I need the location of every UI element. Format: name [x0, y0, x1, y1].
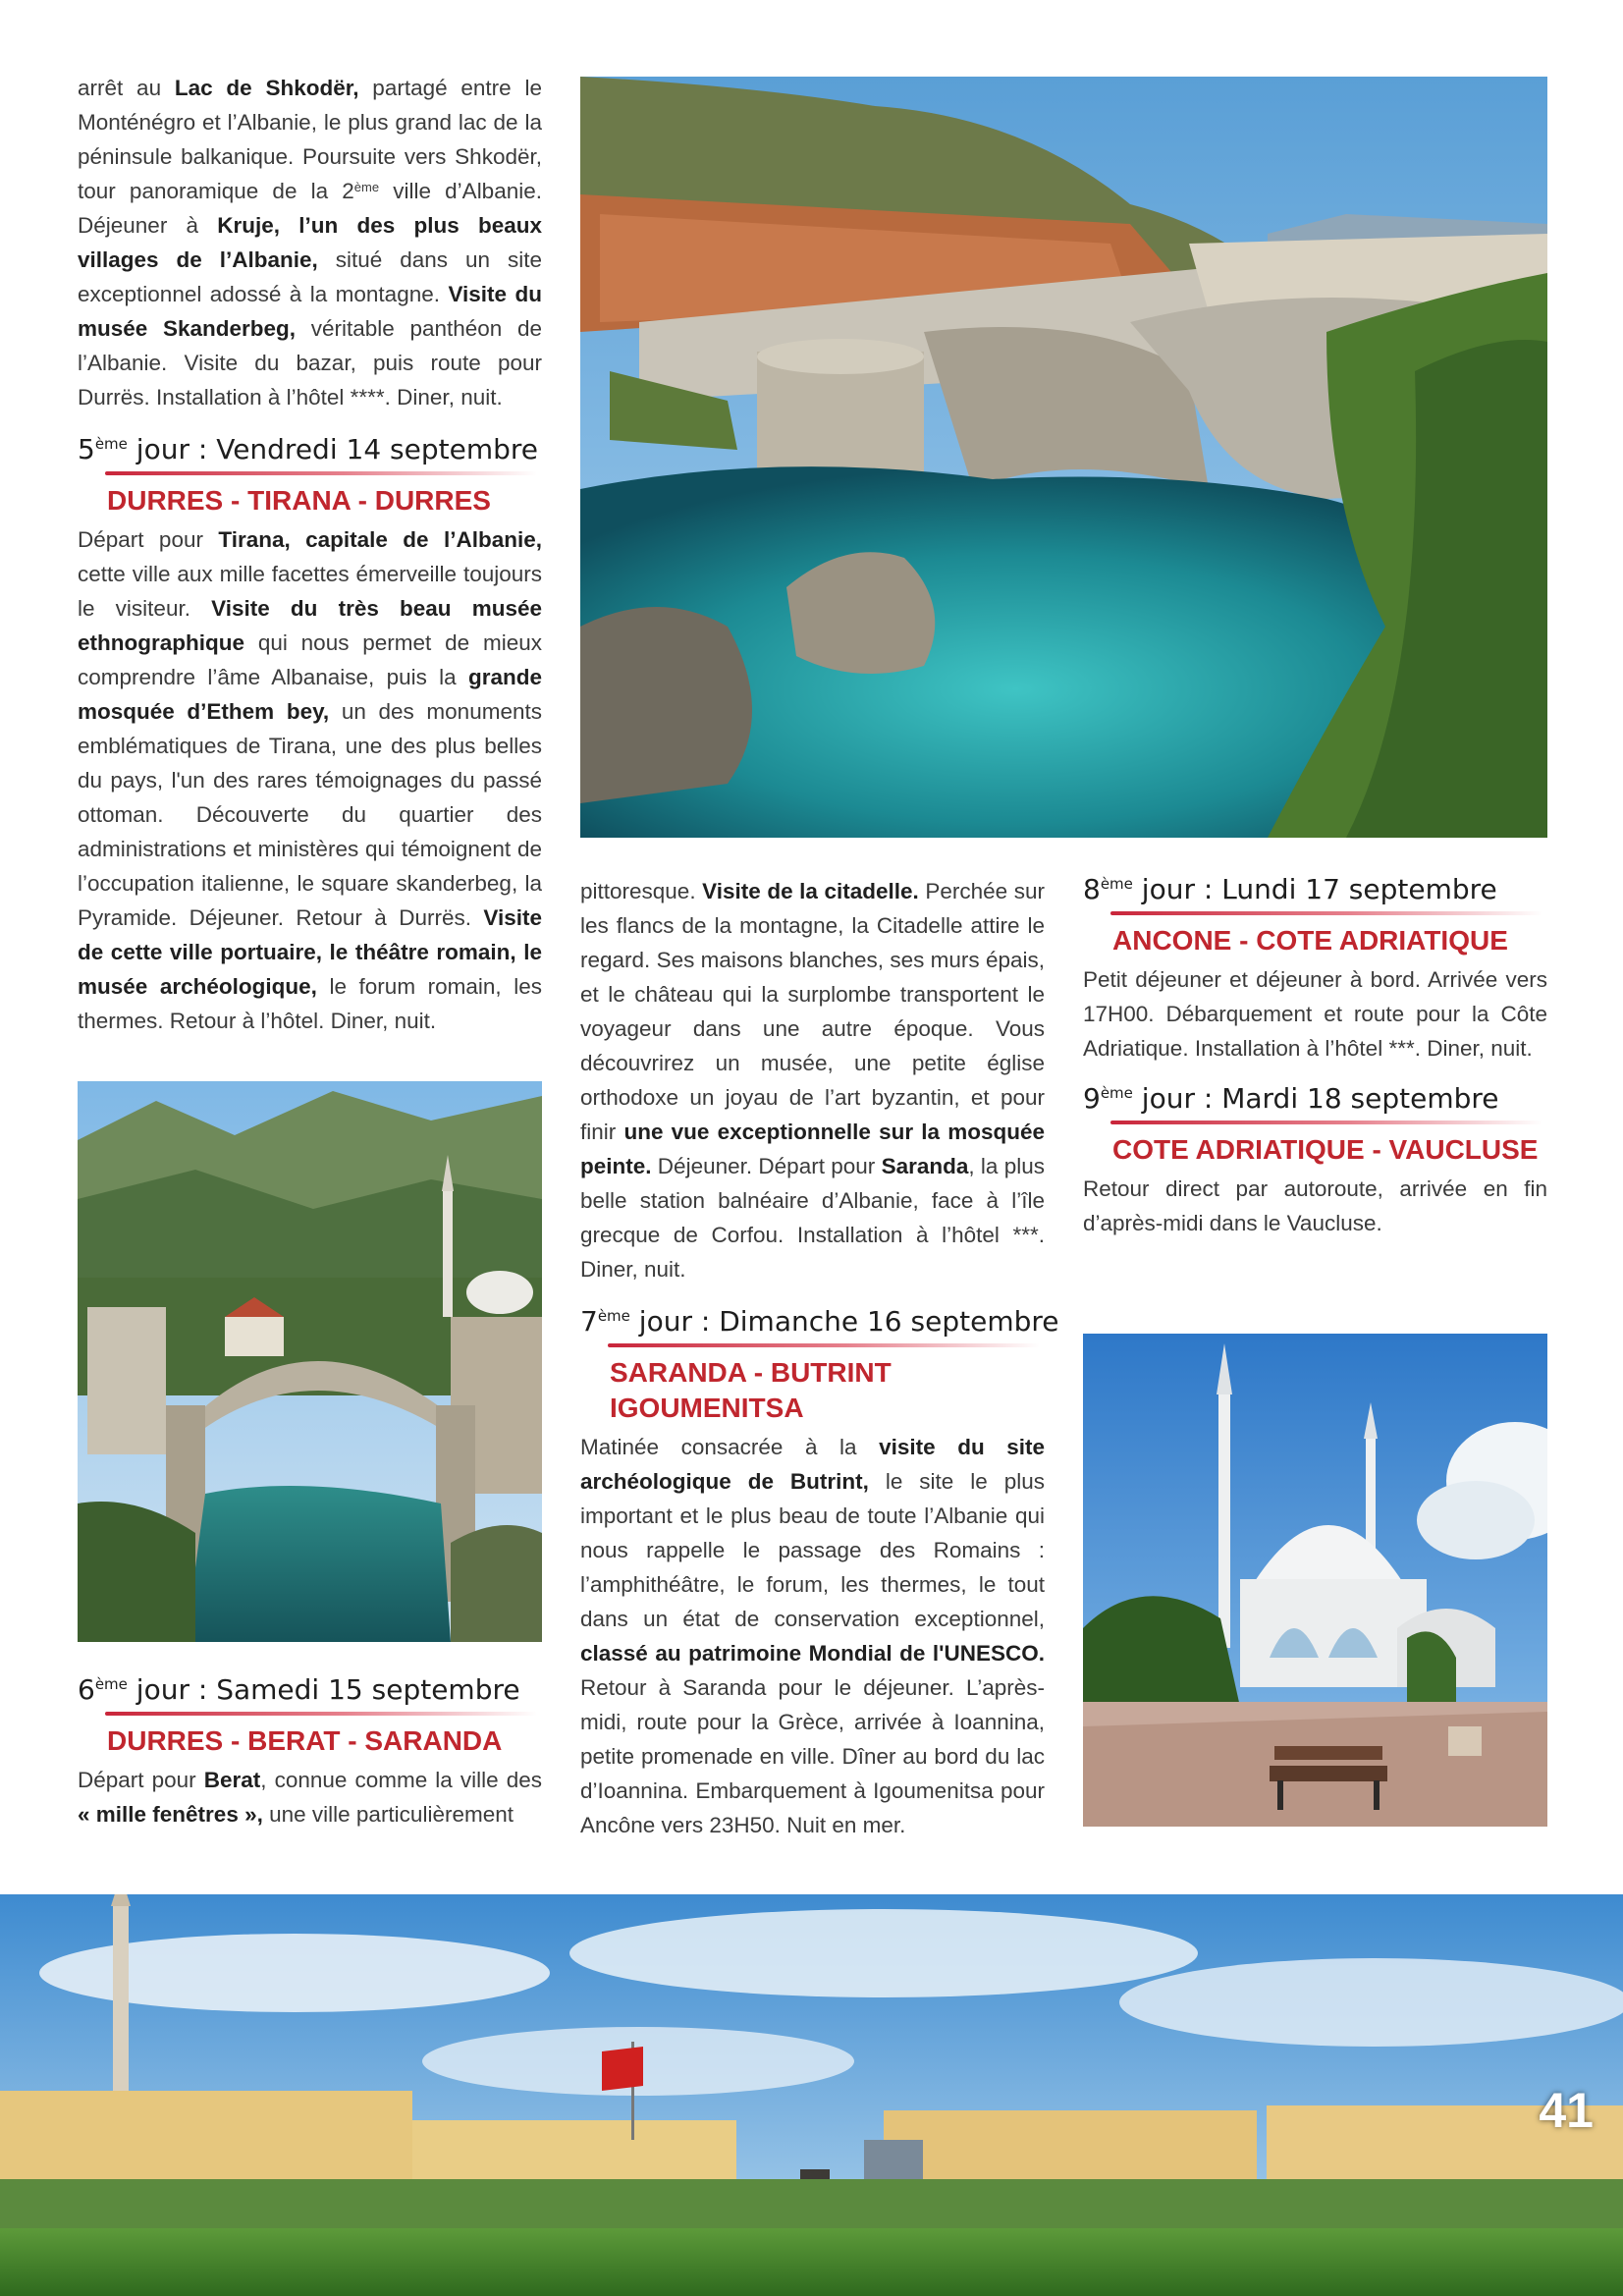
- text-bold-run: classé au patrimoine Mondial de l'UNESCO.: [580, 1641, 1045, 1666]
- column-left: [78, 71, 542, 1038]
- column-middle: [580, 874, 1059, 1842]
- day5-paragraph: [78, 522, 542, 1038]
- heading-underline: [105, 1712, 537, 1716]
- text-bold-run: Tirana, capitale de l’Albanie,: [218, 527, 542, 552]
- text-run: Départ pour: [78, 527, 219, 552]
- day5-route-title: DURRES - TIRANA - DURRES: [107, 485, 491, 516]
- mostar-bridge-photo: [78, 1081, 542, 1642]
- text-run: un des monuments emblématiques de Tirana, une des plus belles du pays, l'un des rares témoignages du passé ottoman. Découverte du quartier des administrations et ministères qui témoignent de l’occupation italienne, le square skanderbeg, la Pyramide. Déjeuner. Retour à Durrës.: [78, 699, 542, 930]
- text-run: partagé entre le Monténégro et l’Albanie, le plus grand lac de la péninsule balkanique. Poursuite vers Shkodër, tour panoramique de la 2: [78, 76, 542, 203]
- day6-paragraph: [78, 1763, 542, 1831]
- text-run: le forum romain, les thermes. Retour à l’hôtel. Diner, nuit.: [78, 974, 542, 1033]
- column-right: [1083, 870, 1547, 1240]
- intro-paragraph: [78, 71, 542, 414]
- text-run: Retour à Saranda pour le déjeuner. L’après-midi, route pour la Grèce, arrivée à Ioannina, petite promenade en ville. Dîner au bord du lac d’Ioannina. Embarquement à Igoumenitsa pour Ancône vers 23H50. Nuit en mer.: [580, 1675, 1045, 1837]
- day8-paragraph: [1083, 962, 1547, 1066]
- text-bold-run: visite du site archéologique de Butrint,: [580, 1435, 1046, 1494]
- day9-paragraph: [1083, 1172, 1547, 1240]
- day9-route-title: COTE ADRIATIQUE - VAUCLUSE: [1112, 1134, 1539, 1165]
- page-number: 41: [1539, 2083, 1594, 2138]
- text-run: cette ville aux mille facettes émerveille toujours le visiteur.: [78, 562, 542, 621]
- text-bold-run: Lac de Shkodër,: [174, 76, 359, 100]
- text-superscript: ème: [353, 180, 380, 194]
- text-run: véritable panthéon de l’Albanie. Visite du bazar, puis route pour Durrës. Installation à l’hôtel ****. Diner, nuit.: [78, 316, 543, 410]
- text-run: pittoresque.: [580, 879, 703, 903]
- day6-continuation-paragraph: [580, 874, 1045, 1286]
- text-bold-run: grande mosquée d’Ethem bey,: [78, 665, 542, 724]
- day7-heading: 7ème jour : Dimanche 16 septembre: [580, 1302, 1045, 1341]
- text-run: qui nous permet de mieux comprendre l’âme Albanaise, puis la: [78, 630, 542, 689]
- text-bold-run: Visite de la citadelle.: [702, 879, 919, 903]
- text-bold-run: une vue exceptionnelle sur la mosquée peinte.: [580, 1120, 1046, 1178]
- text-run: , la plus belle station balnéaire d’Albanie, face à l’île grecque de Corfou. Installation à l’hôtel ***. Diner, nuit.: [580, 1154, 1045, 1282]
- day7-paragraph: [580, 1430, 1045, 1842]
- text-bold-run: Visite du musée Skanderbeg,: [78, 282, 542, 341]
- day6-section: [78, 1670, 542, 1831]
- day7-section: [580, 1302, 1059, 1842]
- day6-heading: 6ème jour : Samedi 15 septembre: [78, 1670, 542, 1710]
- dubrovnik-coast-photo: [580, 77, 1547, 838]
- text-run: le site le plus important et le plus beau de toute l’Albanie qui nous rappelle le passage des Romains : l’amphithéâtre, le forum, les thermes, le tout dans un état de conservation exceptionnel,: [580, 1469, 1045, 1631]
- text-run: une ville particulièrement: [262, 1802, 514, 1827]
- text-run: Déjeuner. Départ pour: [651, 1154, 882, 1178]
- text-bold-run: Kruje, l’un des plus beaux villages de l’Albanie,: [78, 213, 542, 272]
- text-run: Retour direct par autoroute, arrivée en fin d’après-midi dans le Vaucluse.: [1083, 1176, 1547, 1235]
- day5-section: [78, 430, 542, 1038]
- heading-underline: [1110, 1121, 1542, 1124]
- text-run: ville d’Albanie. Déjeuner à: [78, 179, 542, 238]
- text-run: situé dans un site exceptionnel adossé à la montagne.: [78, 247, 542, 306]
- day9-heading: 9ème jour : Mardi 18 septembre: [1083, 1079, 1547, 1119]
- text-bold-run: Berat: [203, 1768, 261, 1792]
- heading-underline: [105, 471, 537, 475]
- day9-section: [1083, 1079, 1547, 1240]
- text-run: Matinée consacrée à la: [580, 1435, 880, 1459]
- tirana-square-panorama: [0, 1894, 1623, 2296]
- text-run: Départ pour: [78, 1768, 204, 1792]
- text-run: , connue comme la ville des: [260, 1768, 542, 1792]
- day7-route-title: [610, 1355, 1045, 1426]
- text-bold-run: Visite de cette ville portuaire, le théâtre romain, le musée archéologique,: [78, 905, 542, 999]
- text-bold-run: Saranda: [881, 1154, 969, 1178]
- text-bold-run: Visite du très beau musée ethnographique: [78, 596, 543, 655]
- day8-section: [1083, 870, 1547, 1066]
- text-run: arrêt au: [78, 76, 175, 100]
- text-run: Perchée sur les flancs de la montagne, la Citadelle attire le regard. Ses maisons blanches, ses murs épais, et le château qui la surplombe transportent le voyageur dans une autre époque. Vous découvrirez un musée, une petite église orthodoxe un joyau de l’art byzantin, et pour finir: [580, 879, 1046, 1144]
- day7-route-line1: SARANDA - BUTRINT: [610, 1357, 892, 1388]
- mosque-photo: [1083, 1334, 1547, 1827]
- heading-underline: [608, 1343, 1040, 1347]
- day5-heading: 5ème jour : Vendredi 14 septembre: [78, 430, 542, 469]
- text-run: Petit déjeuner et déjeuner à bord. Arrivée vers 17H00. Débarquement et route pour la Côte Adriatique. Installation à l’hôtel ***. Diner, nuit.: [1083, 967, 1547, 1061]
- heading-underline: [1110, 911, 1542, 915]
- day6-route-title: DURRES - BERAT - SARANDA: [107, 1725, 503, 1756]
- day8-route-title: ANCONE - COTE ADRIATIQUE: [1112, 925, 1508, 956]
- text-bold-run: « mille fenêtres »,: [78, 1802, 263, 1827]
- day7-route-line2: IGOUMENITSA: [610, 1393, 804, 1423]
- day8-heading: 8ème jour : Lundi 17 septembre: [1083, 870, 1547, 909]
